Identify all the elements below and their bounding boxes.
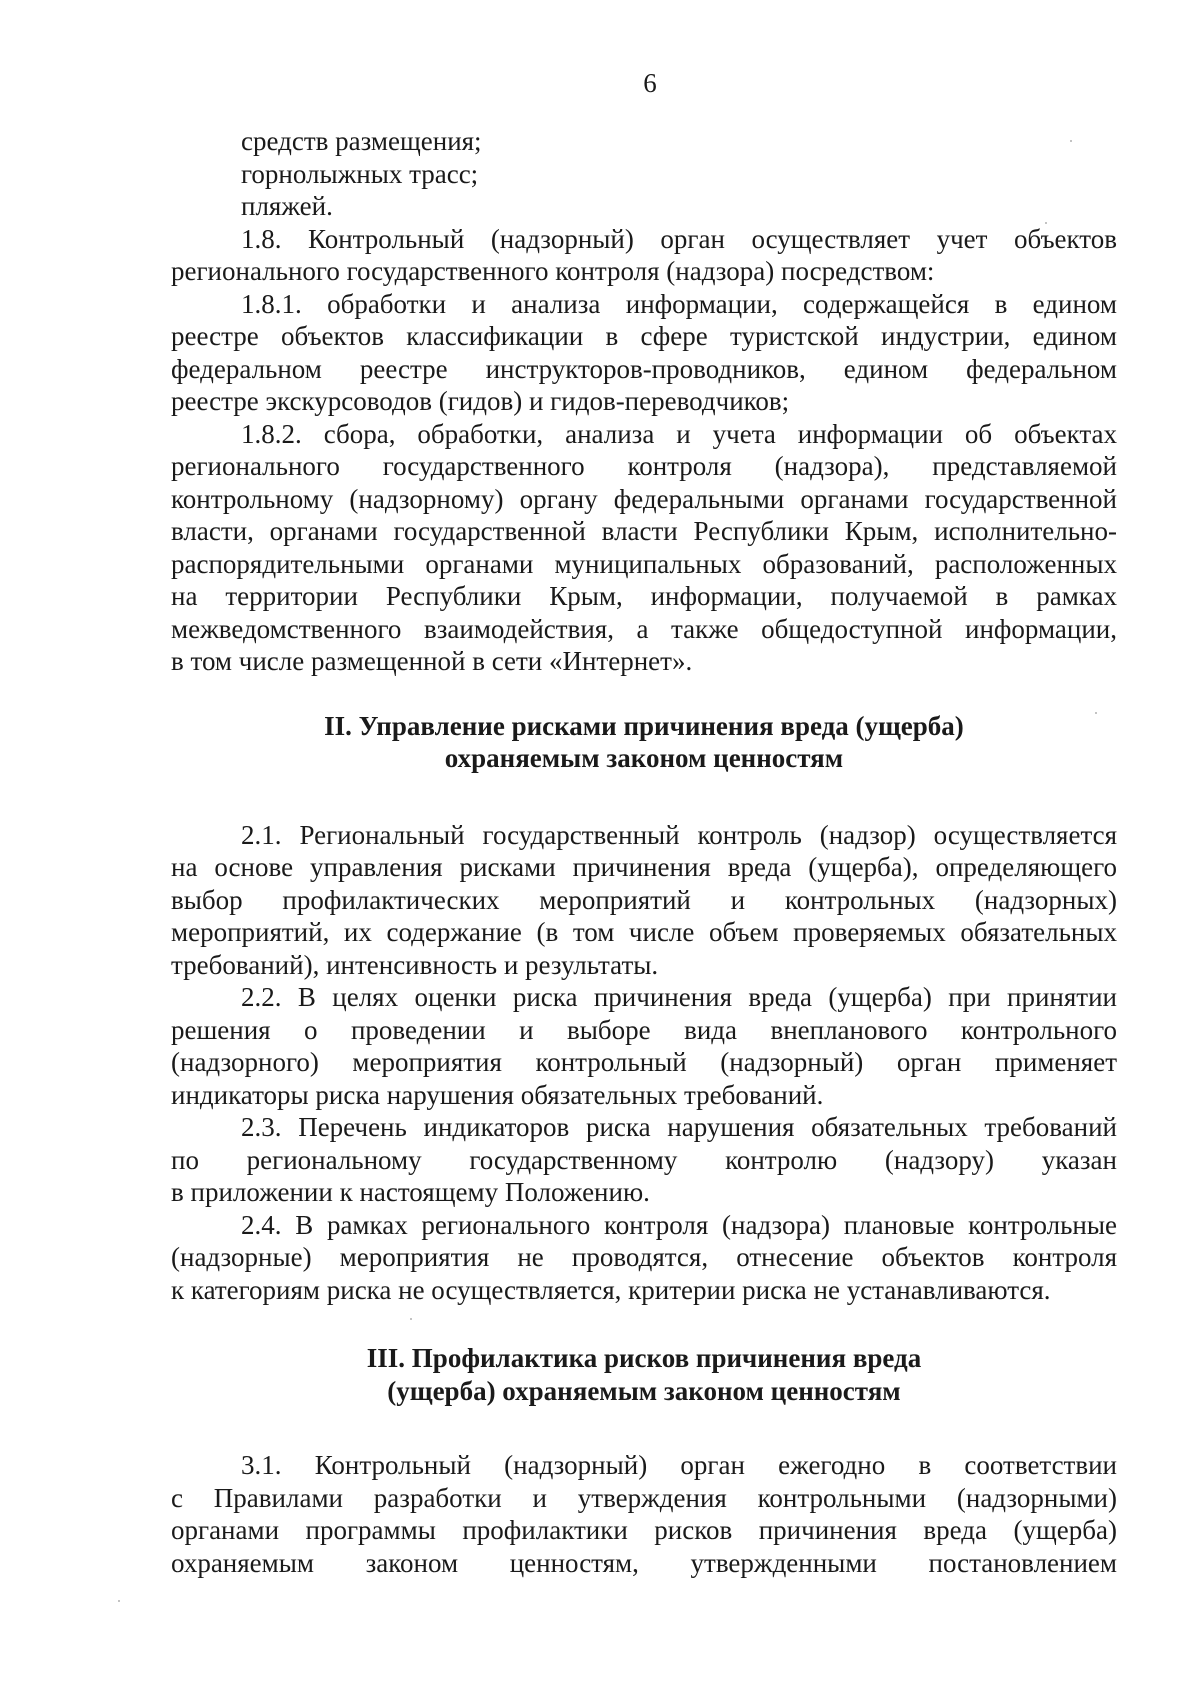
paragraph-line: контрольному (надзорному) органу федеральными органами государственной [171,483,1117,514]
section-2-heading [171,710,1117,775]
list-continuation [171,125,1117,223]
paragraph-line: мероприятий, их содержание (в том числе объем проверяемых обязательных [171,917,1117,947]
scan-speck [1095,712,1097,714]
paragraph-line: власти, органами государственной власти Республики Крым, исполнительно- [171,516,1117,546]
section-3-heading [171,1342,1117,1407]
paragraph-line: в приложении к настоящему Положению. [171,1177,650,1207]
paragraph-line: по региональному государственному контролю (надзору) указан [171,1144,1117,1175]
paragraph-line: реестре объектов классификации в сфере туристской индустрии, едином [171,321,1117,351]
paragraph-line: (надзорные) мероприятия не проводятся, отнесение объектов контроля [171,1242,1117,1272]
heading-line: III. Профилактика рисков причинения вреда [366,1343,922,1373]
paragraph-line: 2.1. Региональный государственный контроль (надзор) осуществляется [241,819,1117,850]
paragraph-2-2 [171,981,1117,1111]
heading-line: (ущерба) охраняемым законом ценностям [387,1375,901,1406]
paragraph-line: охраняемым законом ценностям, утвержденными постановлением [171,1547,1117,1578]
spacer [171,775,1117,819]
paragraph-line: на основе управления рисками причинения вреда (ущерба), определяющего [171,852,1117,882]
page-number: 6 [643,68,657,98]
paragraph-line: 2.4. В рамках регионального контроля (надзора) плановые контрольные [241,1209,1117,1240]
paragraph-line: 2.2. В целях оценки риска причинения вреда (ущерба) при принятии [241,982,1117,1012]
paragraph-line: регионального государственного контроля (надзора), представляемой [171,451,1117,481]
scan-speck [1070,140,1072,142]
document-body [171,125,1117,1579]
paragraph-1-8-1 [171,288,1117,418]
paragraph-line: требований), интенсивность и результаты. [171,949,659,980]
paragraph-line: на территории Республики Крым, информации, получаемой в рамках [171,581,1117,611]
scan-speck [1045,222,1047,224]
paragraph-2-4 [171,1209,1117,1307]
paragraph-3-1 [171,1449,1117,1579]
paragraph-line: с Правилами разработки и утверждения контрольными (надзорными) [171,1482,1117,1513]
scan-speck [118,1600,120,1602]
spacer [171,1407,1117,1449]
paragraph-line: межведомственного взаимодействия, а также общедоступной информации, [171,613,1117,644]
paragraph-1-8-2 [171,418,1117,678]
paragraph-line: распорядительными органами муниципальных образований, расположенных [171,548,1117,579]
paragraph-line: выбор профилактических мероприятий и контрольных (надзорных) [171,884,1117,915]
paragraph-line: реестре экскурсоводов (гидов) и гидов-переводчиков; [171,386,790,416]
paragraph-line: 2.3. Перечень индикаторов риска нарушения обязательных требований [241,1112,1117,1142]
paragraph-line: (надзорного) мероприятия контрольный (надзорный) орган применяет [171,1047,1117,1077]
paragraph-line: индикаторы риска нарушения обязательных требований. [171,1079,824,1110]
paragraph-line: федеральном реестре инструкторов-проводников, едином федеральном [171,353,1117,384]
spacer [171,1306,1117,1342]
scan-speck [410,1318,412,1320]
paragraph-line: 1.8. Контрольный (надзорный) орган осуществляет учет объектов [241,223,1117,254]
paragraph-2-1 [171,819,1117,982]
list-item: средств размещения; [241,126,482,156]
list-item: пляжей. [241,191,333,221]
paragraph-line: органами программы профилактики рисков причинения вреда (ущерба) [171,1515,1117,1545]
list-item: горнолыжных трасс; [241,158,479,189]
paragraph-2-3 [171,1111,1117,1209]
heading-line: II. Управление рисками причинения вреда (ущерба) [324,710,964,741]
paragraph-line: 1.8.2. сбора, обработки, анализа и учета информации об объектах [241,418,1117,449]
paragraph-1-8 [171,223,1117,288]
spacer [171,678,1117,710]
paragraph-line: регионального государственного контроля (надзора) посредством: [171,256,935,286]
paragraph-line: 3.1. Контрольный (надзорный) орган ежегодно в соответствии [241,1450,1117,1480]
paragraph-line: решения о проведении и выборе вида внепланового контрольного [171,1014,1117,1045]
heading-line: охраняемым законом ценностям [444,743,844,773]
paragraph-line: в том числе размещенной в сети «Интернет». [171,646,693,676]
paragraph-line: 1.8.1. обработки и анализа информации, содержащейся в едином [241,288,1117,319]
paragraph-line: к категориям риска не осуществляется, критерии риска не устанавливаются. [171,1274,1051,1305]
